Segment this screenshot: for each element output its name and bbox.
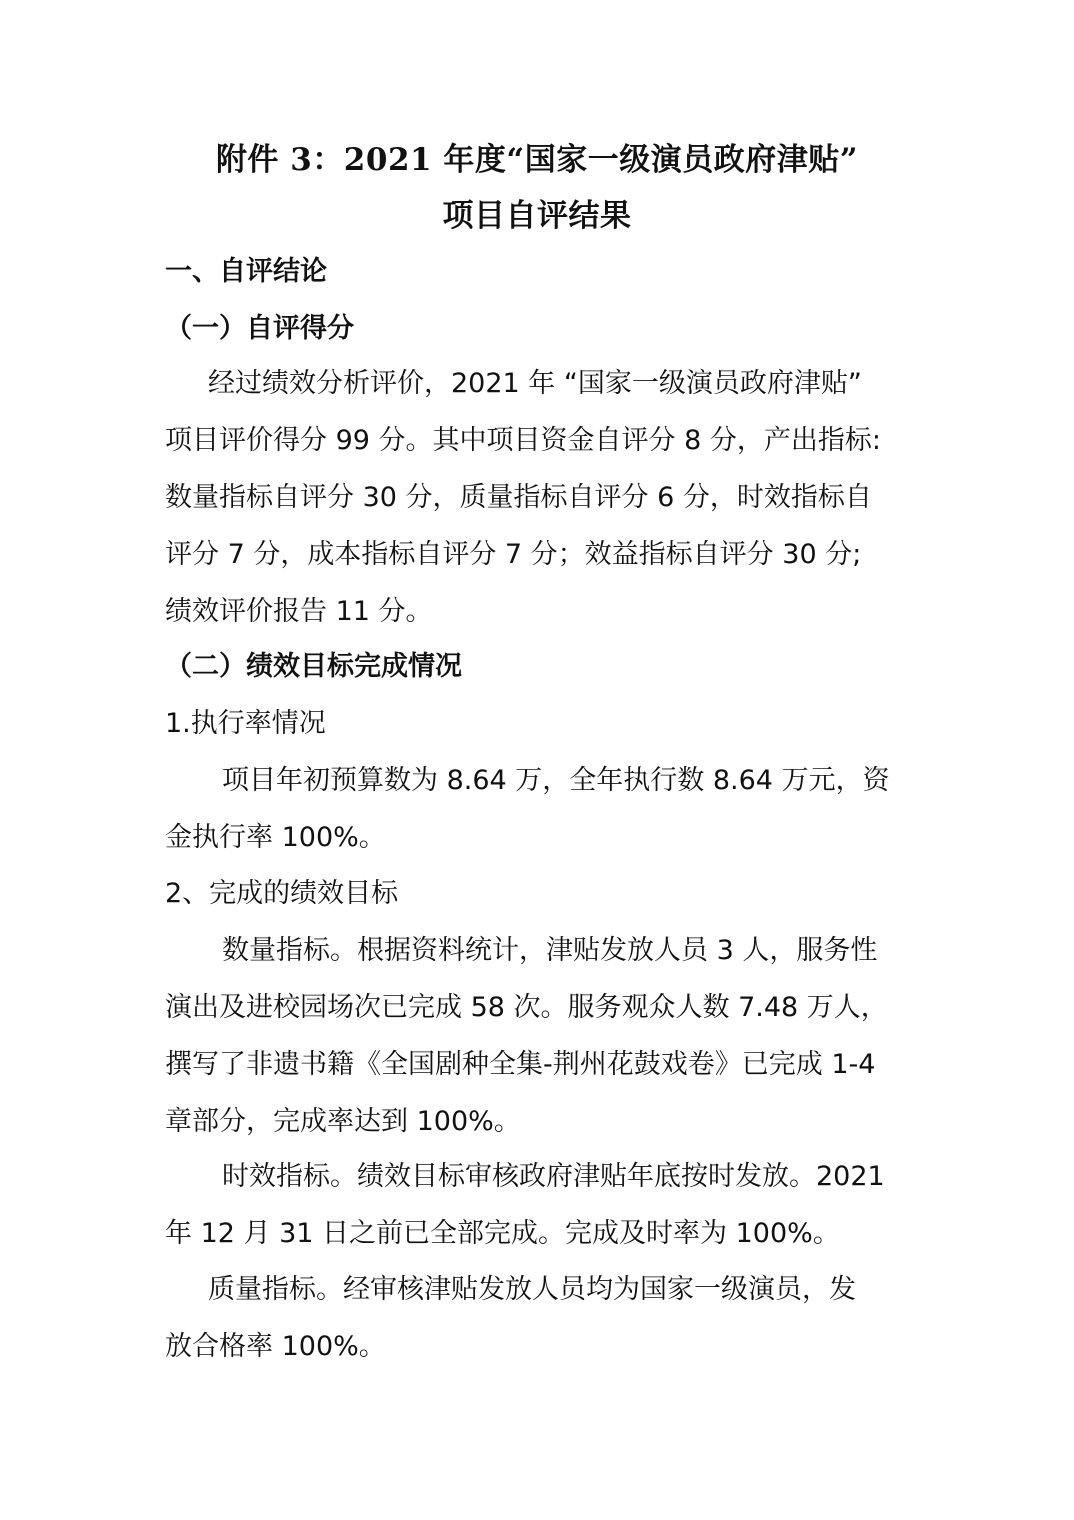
paragraph-line: 数量指标。根据资料统计，津贴发放人员 3 人，服务性: [222, 935, 878, 966]
paragraph-line: 数量指标自评分 30 分，质量指标自评分 6 分，时效指标自: [165, 482, 872, 513]
item-heading-execution-rate: 1.执行率情况: [165, 708, 326, 739]
paragraph-line: 项目年初预算数为 8.64 万，全年执行数 8.64 万元，资: [222, 765, 890, 796]
paragraph-line: 金执行率 100%。: [165, 822, 386, 853]
paragraph-line: 撰写了非遗书籍《全国剧种全集-荆州花鼓戏卷》已完成 1-4: [165, 1049, 876, 1080]
paragraph-line: 质量指标。经审核津贴发放人员均为国家一级演员，发: [208, 1274, 856, 1305]
paragraph-line: 年 12 月 31 日之前已全部完成。完成及时率为 100%。: [165, 1218, 840, 1249]
paragraph-line: 经过绩效分析评价，2021 年 “国家一级演员政府津贴”: [208, 368, 862, 399]
paragraph-line: 放合格率 100%。: [165, 1331, 386, 1362]
document-title-line1: 附件 3：2021 年度“国家一级演员政府津贴”: [215, 142, 859, 178]
paragraph-line: 时效指标。绩效目标审核政府津贴年底按时发放。2021: [222, 1161, 885, 1192]
subsection-heading-score: （一）自评得分: [165, 313, 354, 344]
item-heading-completed-targets: 2、完成的绩效目标: [165, 878, 399, 909]
paragraph-line: 演出及进校园场次已完成 58 次。服务观众人数 7.48 万人，: [165, 992, 888, 1023]
paragraph-line: 章部分，完成率达到 100%。: [165, 1106, 521, 1137]
paragraph-line: 项目评价得分 99 分。其中项目资金自评分 8 分，产出指标:: [165, 425, 881, 456]
paragraph-line: 评分 7 分，成本指标自评分 7 分；效益指标自评分 30 分;: [165, 539, 862, 570]
section-heading-conclusion: 一、自评结论: [165, 256, 327, 287]
document-title-line2: 项目自评结果: [442, 198, 632, 234]
subsection-heading-targets: （二）绩效目标完成情况: [165, 651, 462, 682]
paragraph-line: 绩效评价报告 11 分。: [165, 596, 433, 627]
